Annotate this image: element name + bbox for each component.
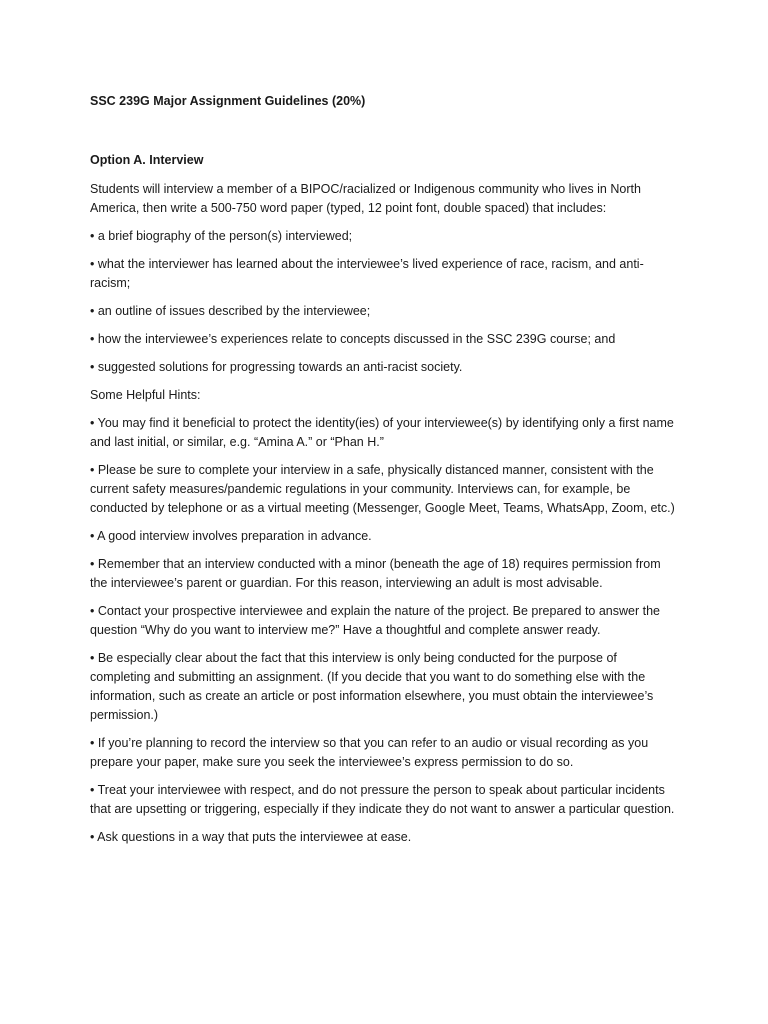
section-heading-option-a: Option A. Interview — [90, 153, 204, 167]
hint-item: • A good interview involves preparation in advance. — [90, 529, 372, 543]
hint-item: • Be especially clear about the fact that this interview is only being conducted for the purpose of completing and submitting an assignment. (If you decide that you want to do something else with the information, such as create an article or post information elsewhere, you must obtain the interviewee’s permission.) — [90, 651, 654, 722]
hint-item: • Treat your interviewee with respect, and do not pressure the person to speak about particular incidents that are upsetting or triggering, especially if they indicate they do not want to answer a particular question. — [90, 783, 675, 816]
document-page — [90, 92, 680, 847]
hint-item: • Remember that an interview conducted with a minor (beneath the age of 18) requires permission from the interviewee’s parent or guardian. For this reason, interviewing an adult is most advisable. — [90, 557, 661, 590]
hint-item: • Contact your prospective interviewee and explain the nature of the project. Be prepared to answer the question “Why do you want to interview me?” Have a thoughtful and complete answer ready. — [90, 604, 660, 637]
requirement-item: • what the interviewer has learned about the interviewee’s lived experience of race, racism, and anti-racism; — [90, 257, 644, 290]
requirement-item: • an outline of issues described by the interviewee; — [90, 304, 371, 318]
hints-heading: Some Helpful Hints: — [90, 388, 201, 402]
intro-paragraph: Students will interview a member of a BIPOC/racialized or Indigenous community who lives in North America, then write a 500-750 word paper (typed, 12 point font, double spaced) that includes: — [90, 182, 641, 215]
requirement-item: • suggested solutions for progressing towards an anti-racist society. — [90, 360, 463, 374]
hint-item: • You may find it beneficial to protect the identity(ies) of your interviewee(s) by identifying only a first name and last initial, or similar, e.g. “Amina A.” or “Phan H.” — [90, 416, 674, 449]
hint-item: • Please be sure to complete your interview in a safe, physically distanced manner, consistent with the current safety measures/pandemic regulations in your community. Interviews can, for example, be conducted by telephone or as a virtual meeting (Messenger, Google Meet, Teams, WhatsApp, Zoom, etc.) — [90, 463, 675, 515]
requirement-item: • a brief biography of the person(s) interviewed; — [90, 229, 353, 243]
hint-item: • If you’re planning to record the interview so that you can refer to an audio or visual recording as you prepare your paper, make sure you seek the interviewee’s express permission to do so. — [90, 736, 649, 769]
requirement-item: • how the interviewee’s experiences relate to concepts discussed in the SSC 239G course; and — [90, 332, 616, 346]
hint-item: • Ask questions in a way that puts the interviewee at ease. — [90, 830, 412, 844]
document-title: SSC 239G Major Assignment Guidelines (20%) — [90, 94, 366, 108]
